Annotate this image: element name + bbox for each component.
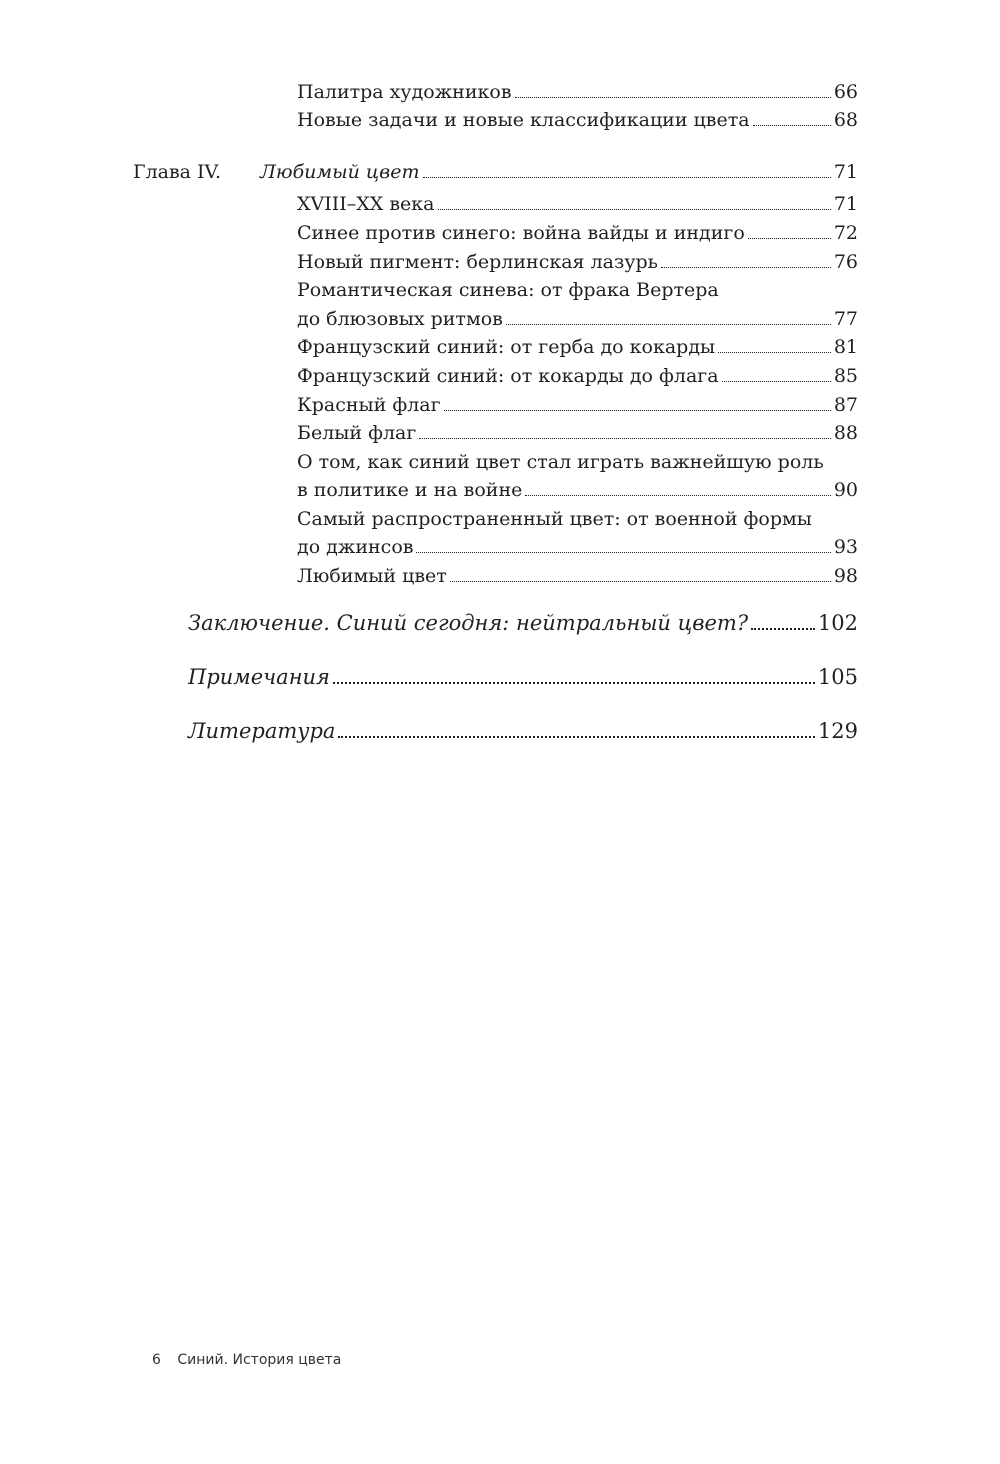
toc-entry-page: 93 bbox=[833, 536, 858, 558]
page-footer bbox=[152, 1352, 341, 1368]
toc-entry[interactable] bbox=[297, 78, 858, 106]
dot-leader bbox=[444, 410, 831, 411]
toc-section-title: Заключение. Синий сегодня: нейтральный цвет? bbox=[188, 611, 749, 635]
dot-leader bbox=[722, 381, 831, 382]
toc-entry[interactable] bbox=[297, 562, 858, 590]
toc-section-title: Примечания bbox=[188, 665, 330, 689]
chapter-title: Любимый цвет bbox=[260, 161, 420, 183]
toc-entry-title: Новый пигмент: берлинская лазурь bbox=[297, 251, 659, 273]
dot-leader bbox=[525, 495, 830, 496]
toc-entry-title: Любимый цвет bbox=[297, 565, 447, 587]
toc-entry-title-line1: Самый распространенный цвет: от военной формы bbox=[297, 508, 812, 530]
toc-entry-page: 71 bbox=[833, 193, 858, 215]
toc-entry-page: 77 bbox=[833, 308, 858, 330]
toc-entry-title-line1: О том, как синий цвет стал играть важнейшую роль bbox=[297, 451, 824, 473]
toc-entry-page: 68 bbox=[833, 109, 858, 131]
toc-section-page: 102 bbox=[817, 611, 858, 635]
toc-entry-page: 85 bbox=[833, 365, 858, 387]
dot-leader bbox=[661, 267, 831, 268]
toc-section-conclusion[interactable] bbox=[188, 608, 858, 638]
dot-leader bbox=[338, 736, 814, 738]
toc-entry-title: в политике и на войне bbox=[297, 479, 523, 501]
dot-leader bbox=[751, 628, 815, 630]
toc-entry-page: 90 bbox=[833, 479, 858, 501]
toc-entry[interactable] bbox=[297, 533, 858, 561]
toc-entry-title: Новые задачи и новые классификации цвета bbox=[297, 109, 750, 131]
toc-entry[interactable] bbox=[297, 391, 858, 419]
toc-entry-title: Красный флаг bbox=[297, 394, 441, 416]
dot-leader bbox=[753, 125, 831, 126]
toc-entry[interactable] bbox=[297, 219, 858, 247]
dot-leader bbox=[423, 177, 831, 178]
chapter-label: Глава IV. bbox=[133, 161, 221, 183]
toc-entry-page: 87 bbox=[833, 394, 858, 416]
toc-entry-page: 81 bbox=[833, 336, 858, 358]
toc-section-page: 129 bbox=[817, 719, 858, 743]
dot-leader bbox=[515, 97, 831, 98]
toc-entry-title: до блюзовых ритмов bbox=[297, 308, 503, 330]
toc-entry-title: до джинсов bbox=[297, 536, 414, 558]
toc-entry-title: Французский синий: от кокарды до флага bbox=[297, 365, 719, 387]
toc-entry-title: Французский синий: от герба до кокарды bbox=[297, 336, 716, 358]
chapter-entry[interactable] bbox=[260, 158, 858, 186]
toc-entry[interactable] bbox=[297, 419, 858, 447]
toc-entry[interactable] bbox=[297, 106, 858, 134]
toc-section-notes[interactable] bbox=[188, 662, 858, 692]
toc-entry[interactable] bbox=[297, 190, 858, 218]
page-number: 6 bbox=[152, 1352, 161, 1368]
dot-leader bbox=[333, 682, 815, 684]
dot-leader bbox=[438, 209, 831, 210]
running-title: Синий. История цвета bbox=[177, 1352, 342, 1368]
toc-entry-page: 72 bbox=[833, 222, 858, 244]
toc-entry-title: XVIII–XX века bbox=[297, 193, 435, 215]
toc-entry[interactable] bbox=[297, 333, 858, 361]
dot-leader bbox=[748, 238, 831, 239]
dot-leader bbox=[419, 438, 830, 439]
toc-entry-title: Синее против синего: война вайды и индиго bbox=[297, 222, 745, 244]
toc-entry-title: Палитра художников bbox=[297, 81, 512, 103]
dot-leader bbox=[718, 352, 831, 353]
toc-entry[interactable] bbox=[297, 362, 858, 390]
toc-entry[interactable] bbox=[297, 248, 858, 276]
toc-entry-page: 88 bbox=[833, 422, 858, 444]
dot-leader bbox=[416, 552, 830, 553]
toc-section-page: 105 bbox=[817, 665, 858, 689]
toc-section-title: Литература bbox=[188, 719, 336, 743]
toc-entry-title-line1: Романтическая синева: от фрака Вертера bbox=[297, 279, 719, 301]
chapter-page: 71 bbox=[833, 161, 858, 183]
dot-leader bbox=[506, 324, 831, 325]
toc-entry[interactable] bbox=[297, 476, 858, 504]
toc-entry-page: 66 bbox=[833, 81, 858, 103]
dot-leader bbox=[450, 581, 831, 582]
toc-section-literature[interactable] bbox=[188, 716, 858, 746]
toc-entry-title: Белый флаг bbox=[297, 422, 417, 444]
toc-entry-page: 98 bbox=[833, 565, 858, 587]
toc-entry[interactable] bbox=[297, 305, 858, 333]
toc-entry-page: 76 bbox=[833, 251, 858, 273]
